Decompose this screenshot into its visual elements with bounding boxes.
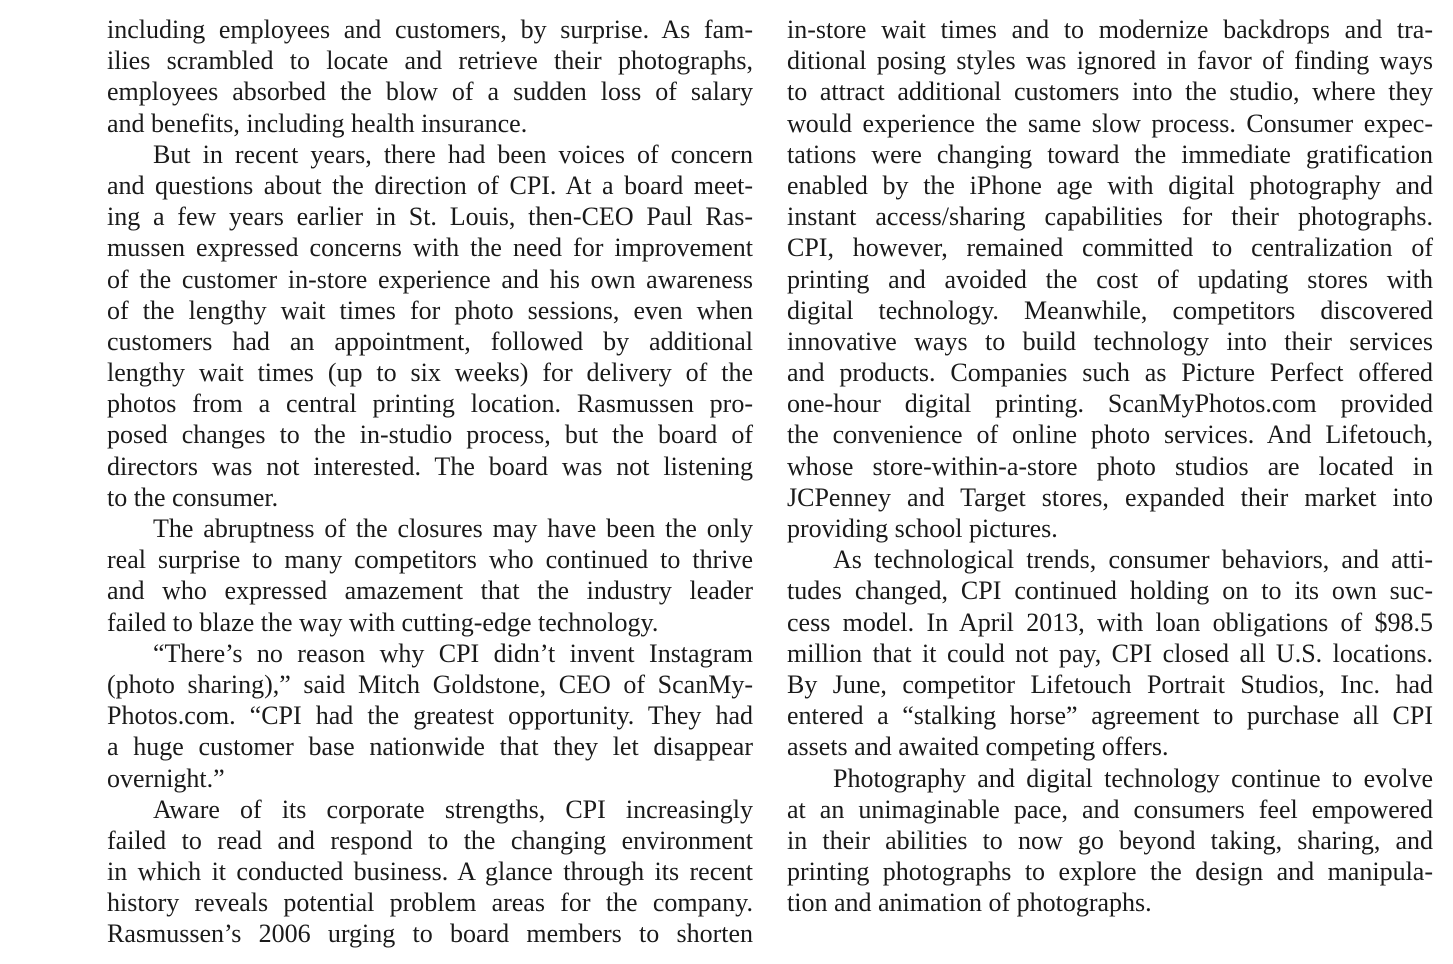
text-line: posed changes to the in-studio process, but the board of bbox=[107, 420, 753, 450]
text-line: the convenience of online photo services. And Lifetouch, bbox=[787, 420, 1433, 450]
text-line: Rasmussen’s 2006 urging to board members to shorten bbox=[107, 919, 753, 949]
text-line: (photo sharing),” said Mitch Goldstone, CEO of ScanMy- bbox=[107, 669, 753, 699]
text-line: and who expressed amazement that the industry leader bbox=[107, 576, 753, 606]
text-line: JCPenney and Target stores, expanded their market into bbox=[787, 482, 1433, 512]
text-line: assets and awaited competing offers. bbox=[787, 732, 1169, 762]
text-line: tudes changed, CPI continued holding on to its own suc- bbox=[787, 576, 1433, 606]
text-line: lengthy wait times (up to six weeks) for delivery of the bbox=[107, 358, 753, 388]
text-line: directors was not interested. The board was not listening bbox=[107, 451, 753, 481]
text-line: to attract additional customers into the studio, where they bbox=[787, 77, 1433, 107]
text-line: and questions about the direction of CPI. At a board meet- bbox=[107, 170, 753, 200]
text-line: By June, competitor Lifetouch Portrait Studios, Inc. had bbox=[787, 669, 1433, 699]
text-line: including employees and customers, by surprise. As fam- bbox=[107, 15, 753, 44]
text-line: instant access/sharing capabilities for their photographs. bbox=[787, 202, 1433, 232]
text-line: digital technology. Meanwhile, competitors discovered bbox=[787, 295, 1433, 325]
text-line: would experience the same slow process. Consumer expec- bbox=[787, 108, 1433, 138]
text-line: entered a “stalking horse” agreement to purchase all CPI bbox=[787, 701, 1433, 731]
text-line: tations were changing toward the immediate gratification bbox=[787, 139, 1433, 169]
paragraph-start-line: Aware of its corporate strengths, CPI increasingly bbox=[153, 794, 753, 824]
text-line: failed to read and respond to the changing environment bbox=[107, 825, 753, 855]
text-line: customers had an appointment, followed by additional bbox=[107, 326, 753, 356]
text-line: providing school pictures. bbox=[787, 514, 1058, 543]
text-line: CPI, however, remained committed to centralization of bbox=[787, 233, 1433, 263]
right-column bbox=[787, 14, 1433, 918]
text-line: photos from a central printing location. Rasmussen pro- bbox=[107, 389, 753, 419]
text-line: innovative ways to build technology into their services bbox=[787, 326, 1433, 356]
text-line: ditional posing styles was ignored in favor of finding ways bbox=[787, 46, 1433, 76]
left-column bbox=[107, 14, 753, 950]
text-line: Photos.com. “CPI had the greatest opportunity. They had bbox=[107, 701, 753, 731]
text-line: failed to blaze the way with cutting-edge technology. bbox=[107, 607, 659, 637]
text-line: of the customer in-store experience and his own awareness bbox=[107, 264, 753, 294]
paragraph-start-line: Photography and digital technology continue to evolve bbox=[833, 763, 1433, 793]
text-line: mussen expressed concerns with the need for improvement bbox=[107, 233, 753, 263]
text-line: history reveals potential problem areas for the company. bbox=[107, 888, 753, 918]
text-line: cess model. In April 2013, with loan obligations of $98.5 bbox=[787, 607, 1433, 637]
text-line: in-store wait times and to modernize backdrops and tra- bbox=[787, 15, 1433, 44]
text-line: employees absorbed the blow of a sudden loss of salary bbox=[107, 77, 753, 107]
text-line: overnight.” bbox=[107, 763, 225, 793]
text-line: of the lengthy wait times for photo sessions, even when bbox=[107, 295, 753, 325]
text-line: whose store-within-a-store photo studios are located in bbox=[787, 451, 1433, 481]
text-line: enabled by the iPhone age with digital photography and bbox=[787, 170, 1433, 200]
text-line: ing a few years earlier in St. Louis, then-CEO Paul Ras- bbox=[107, 202, 753, 232]
paragraph-start-line: As technological trends, consumer behaviors, and atti- bbox=[833, 545, 1433, 575]
text-line: in their abilities to now go beyond taking, sharing, and bbox=[787, 825, 1433, 855]
text-line: and benefits, including health insurance. bbox=[107, 108, 528, 138]
text-line: to the consumer. bbox=[107, 482, 279, 512]
text-line: at an unimaginable pace, and consumers feel empowered bbox=[787, 794, 1433, 824]
paragraph-start-line: The abruptness of the closures may have been the only bbox=[153, 514, 753, 543]
text-line: in which it conducted business. A glance through its recent bbox=[107, 857, 753, 887]
text-line: ilies scrambled to locate and retrieve their photographs, bbox=[107, 46, 753, 76]
text-line: one-hour digital printing. ScanMyPhotos.com provided bbox=[787, 389, 1433, 419]
text-line: a huge customer base nationwide that they let disappear bbox=[107, 732, 753, 762]
text-line: and products. Companies such as Picture Perfect offered bbox=[787, 358, 1433, 388]
text-line: printing photographs to explore the design and manipula- bbox=[787, 857, 1433, 887]
paragraph-start-line: “There’s no reason why CPI didn’t invent Instagram bbox=[153, 638, 753, 668]
text-line: real surprise to many competitors who continued to thrive bbox=[107, 545, 753, 575]
paragraph-start-line: But in recent years, there had been voices of concern bbox=[153, 139, 753, 169]
text-line: million that it could not pay, CPI closed all U.S. locations. bbox=[787, 638, 1433, 668]
text-line: tion and animation of photographs. bbox=[787, 888, 1152, 918]
text-line: printing and avoided the cost of updating stores with bbox=[787, 264, 1433, 294]
